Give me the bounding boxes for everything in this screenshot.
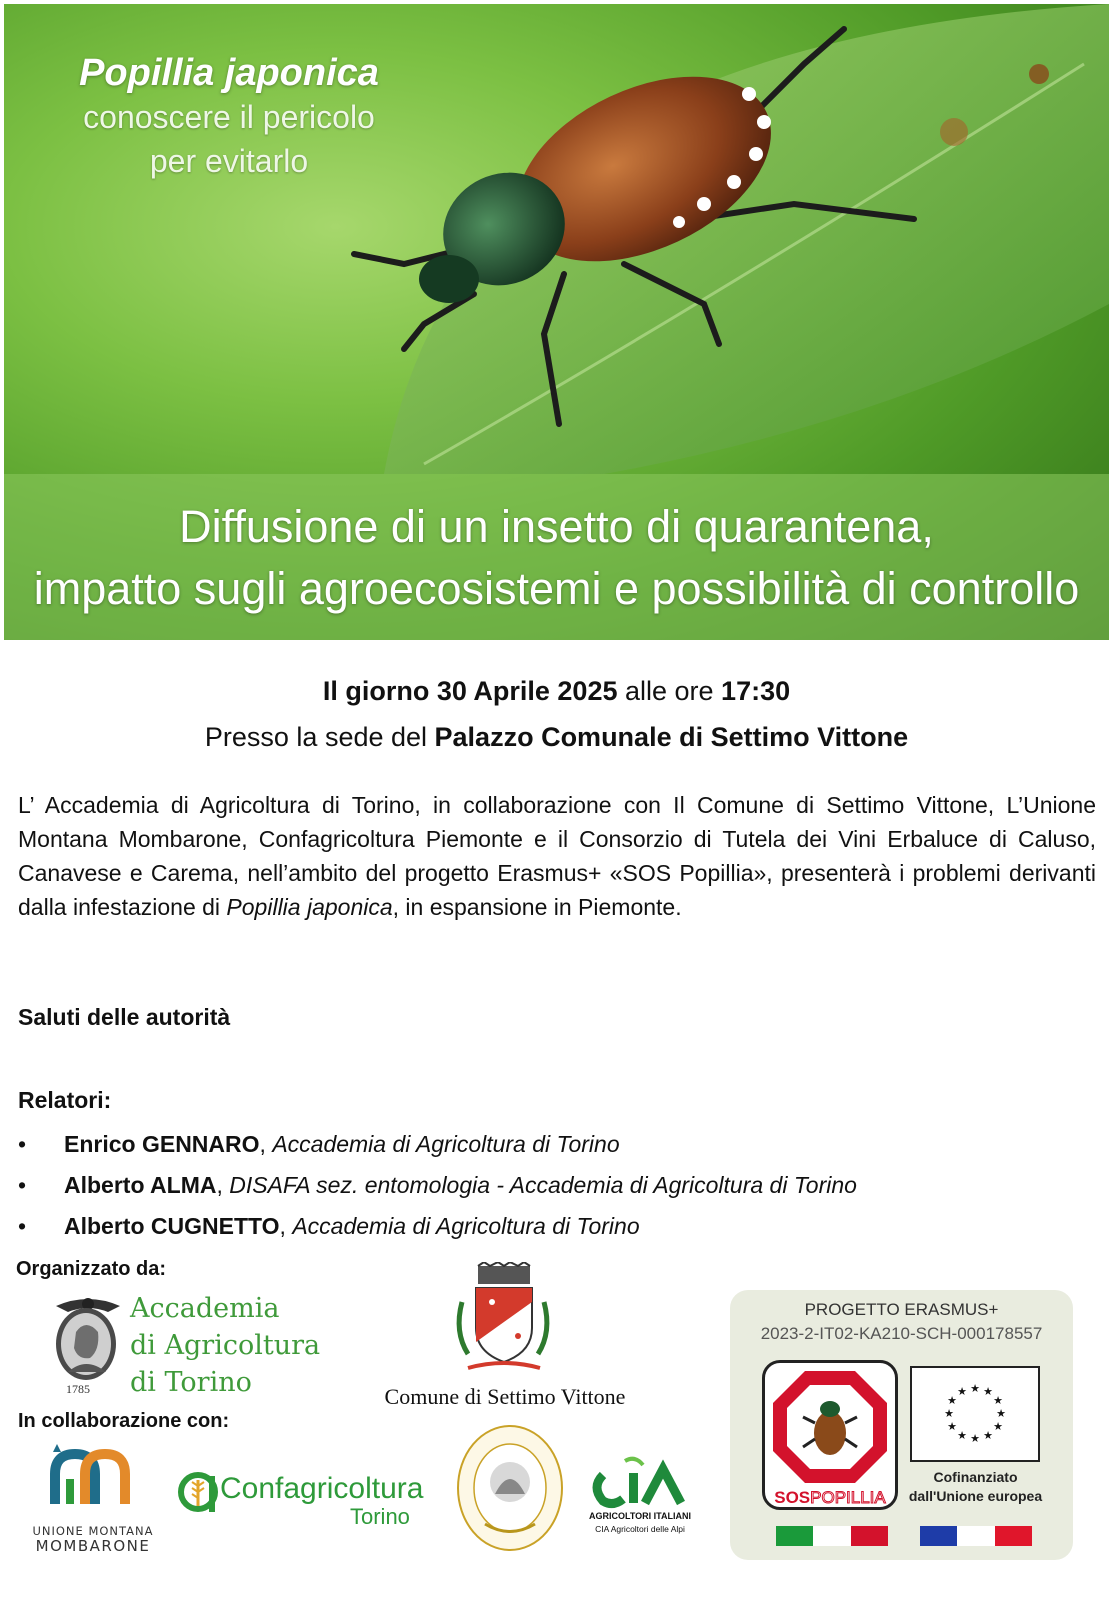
- cia-line2: CIA Agricoltori delle Alpi: [595, 1524, 685, 1534]
- hero-title-block: [64, 52, 394, 183]
- sos-prefix: SOS: [774, 1488, 811, 1507]
- event-venue-line: [0, 714, 1113, 760]
- svg-text:★: ★: [996, 1407, 1006, 1420]
- event-date: Il giorno 30 Aprile 2025: [322, 676, 618, 706]
- eu-stars-icon: [912, 1368, 1038, 1460]
- accademia-year: 1785: [66, 1382, 90, 1396]
- list-item: [18, 1124, 857, 1165]
- saluti-heading: Saluti delle autorità: [18, 1004, 231, 1030]
- accademia-line1: Accademia: [130, 1293, 280, 1324]
- eu-line1: Cofinanziato: [933, 1469, 1018, 1485]
- hero-banner-line1: Diffusione di un insetto di quarantena,: [179, 501, 934, 552]
- separator: ,: [279, 1213, 293, 1239]
- confag-line2: Torino: [350, 1504, 410, 1529]
- hero-banner-line2: impatto sugli agroecosistemi e possibilità di controllo: [33, 563, 1080, 614]
- erasmus-panel: [730, 1290, 1073, 1560]
- eu-flag-logo: [910, 1366, 1040, 1462]
- event-date-line: [0, 668, 1113, 714]
- eu-cofinanced: [898, 1468, 1053, 1506]
- svg-text:★: ★: [957, 1429, 967, 1442]
- unione-line2: MOMBARONE: [35, 1537, 151, 1555]
- svg-text:★: ★: [970, 1432, 980, 1445]
- event-time: 17:30: [721, 676, 791, 706]
- sos-popillia-label: [762, 1488, 898, 1508]
- comune-name: Comune di Settimo Vittone: [384, 1384, 626, 1409]
- list-item: [18, 1206, 857, 1247]
- eu-line2: dall'Unione europea: [908, 1488, 1043, 1504]
- svg-text:★: ★: [957, 1385, 967, 1398]
- accademia-medallion-logo: [48, 1292, 128, 1384]
- svg-text:★: ★: [947, 1420, 957, 1433]
- event-venue-prefix: Presso la sede del: [204, 722, 435, 752]
- separator: ,: [216, 1172, 230, 1198]
- svg-text:★: ★: [947, 1394, 957, 1407]
- organizzato-heading: Organizzato da:: [16, 1258, 167, 1280]
- svg-text:★: ★: [983, 1385, 993, 1398]
- erasmus-code: 2023-2-IT02-KA210-SCH-000178557: [760, 1324, 1043, 1343]
- svg-text:★: ★: [983, 1429, 993, 1442]
- collaborazione-heading: In collaborazione con:: [18, 1410, 230, 1432]
- intro-species: Popillia japonica: [226, 894, 393, 920]
- event-venue: Palazzo Comunale di Settimo Vittone: [434, 722, 909, 752]
- cia-line1: AGRICOLTORI ITALIANI: [589, 1511, 691, 1521]
- italian-flag-icon: [776, 1526, 888, 1546]
- wheat-icon: [178, 1466, 218, 1516]
- speaker-affiliation: Accademia di Agricoltura di Torino: [292, 1213, 640, 1239]
- hero-title: Popillia japonica: [79, 52, 379, 94]
- accademia-name: [130, 1290, 320, 1401]
- event-info: [0, 668, 1113, 760]
- speaker-affiliation: Accademia di Agricoltura di Torino: [272, 1131, 620, 1157]
- speaker-name: Enrico GENNARO: [64, 1131, 260, 1157]
- hero-banner-text: [4, 496, 1109, 620]
- accademia-line2: di Agricoltura: [130, 1330, 321, 1361]
- svg-text:★: ★: [993, 1394, 1003, 1407]
- svg-text:★: ★: [993, 1420, 1003, 1433]
- unione-montana-name: [28, 1524, 158, 1554]
- hero-subtitle-line1: conoscere il pericolo: [83, 99, 375, 135]
- hero-banner: [4, 4, 1109, 640]
- speaker-affiliation: DISAFA sez. entomologia - Accademia di Agricoltura di Torino: [229, 1172, 857, 1198]
- bullet: •: [18, 1131, 27, 1157]
- relatori-list: [18, 1124, 857, 1247]
- bullet: •: [18, 1213, 27, 1239]
- event-time-prefix: alle ore: [617, 676, 722, 706]
- comune-crest-logo: [448, 1262, 558, 1380]
- accademia-line3: di Torino: [130, 1367, 252, 1398]
- french-flag-icon: [920, 1526, 1032, 1546]
- svg-text:★: ★: [970, 1382, 980, 1395]
- hero-subtitle-line2: per evitarlo: [149, 143, 309, 179]
- bullet: •: [18, 1172, 27, 1198]
- confag-line1: Confagricoltura: [220, 1472, 424, 1505]
- speaker-name: Alberto ALMA: [64, 1172, 217, 1198]
- unione-line1: UNIONE MONTANA: [32, 1524, 154, 1538]
- svg-text:★: ★: [944, 1407, 954, 1420]
- intro-part1: L’ Accademia di Agricoltura di Torino, in collaborazione con Il Comune di Settimo Vittone, L’Unione Montana Mombarone, Confagricoltura Piemonte e il Consorzio di Tutela dei Vini Erbaluce di Caluso, Canavese e Carema, nell’ambito del progetto Erasmus+ «SOS Popillia», presenterà i problemi derivanti dalla infestazione di: [18, 792, 1096, 920]
- erasmus-title: PROGETTO ERASMUS+: [804, 1300, 999, 1319]
- unione-montana-logo: [45, 1444, 137, 1518]
- stop-sign-beetle-icon: [765, 1363, 895, 1493]
- list-item: [18, 1165, 857, 1206]
- sos-suffix: POPILLIA: [810, 1488, 886, 1507]
- intro-part2: , in espansione in Piemonte.: [392, 894, 682, 920]
- speaker-name: Alberto CUGNETTO: [64, 1213, 280, 1239]
- intro-paragraph: [18, 788, 1096, 924]
- separator: ,: [259, 1131, 273, 1157]
- consorzio-vini-seal-logo: [455, 1424, 565, 1552]
- cia-mark-icon: [585, 1455, 695, 1511]
- relatori-heading: Relatori:: [18, 1087, 112, 1113]
